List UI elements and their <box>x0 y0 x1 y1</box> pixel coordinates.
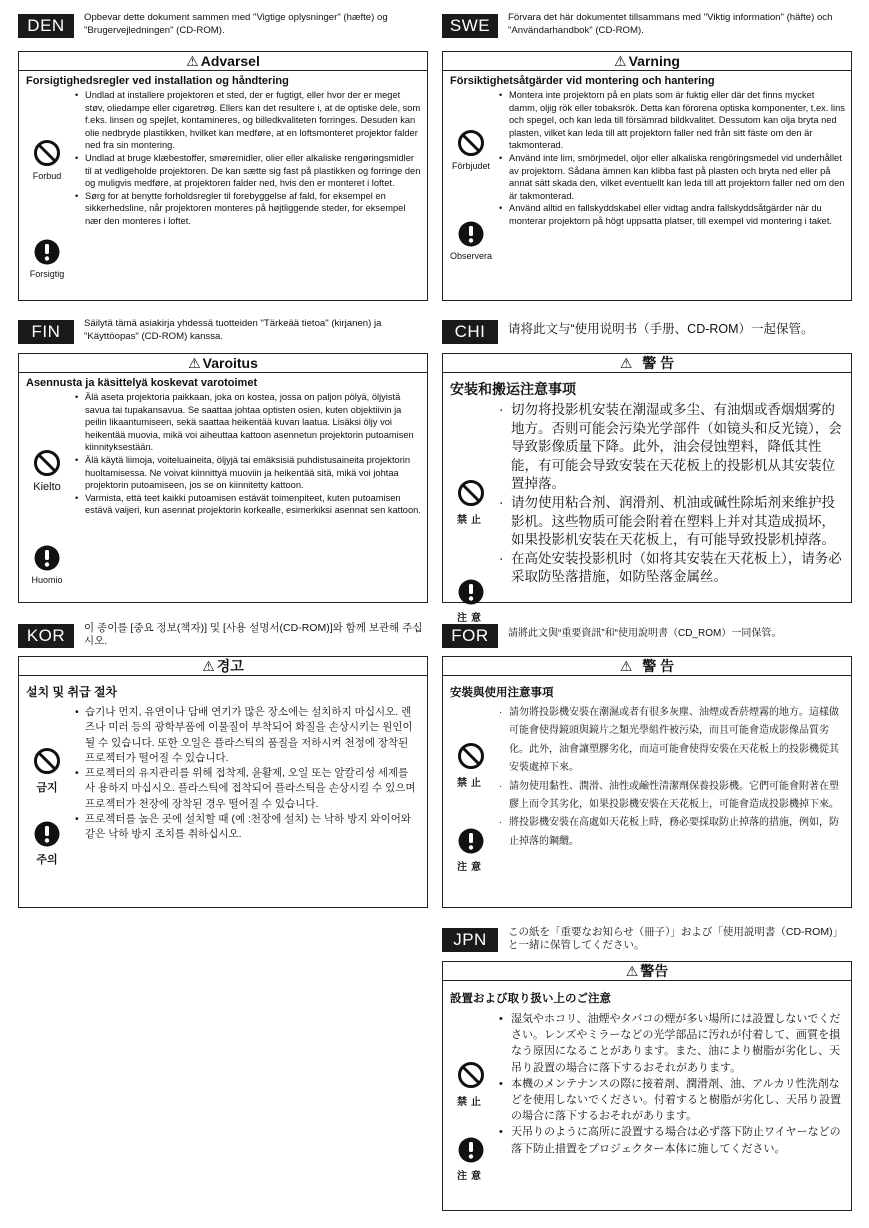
language-header <box>18 14 428 44</box>
language-badge: SWE <box>442 14 498 38</box>
list-item: • Montera inte projektorn på en plats som är fuktig eller där det finns mycket damm, oljig rök eller tobaksrök. Detta kan förorena optiska komponenter, t.ex. lins och spegel, och kan leda till försämrad bildkvalitet. Dessutom kan olja bryta ned plasten, vilket kan leda till att projektorn faller ned från sitt fäste om den är takmonterad. <box>499 89 845 152</box>
list-item: • Varmista, että teet kaikki putoamisen estävät toimenpiteet, kuten putoamisen estävä vaijeri, kun asennat projektorin korkealle, esimerkiksi asennat sen kattoon. <box>75 492 421 517</box>
precautions-subtitle: Asennusta ja käsittelyä koskevat varotoimet <box>26 377 258 389</box>
section-den <box>18 14 428 44</box>
prohibition-label: Forbud <box>32 171 62 181</box>
precautions-list <box>499 704 845 851</box>
exclamation-icon <box>458 828 484 854</box>
section-chi <box>442 320 852 350</box>
section-swe <box>442 14 852 44</box>
warning-triangle-icon: ⚠ <box>619 355 633 371</box>
section-for <box>442 624 852 654</box>
warning-triangle-icon: ⚠ <box>202 658 215 674</box>
precautions-subtitle: Försiktighetsåtgärder vid montering och hantering <box>450 75 715 87</box>
warning-triangle-icon: ⚠ <box>188 355 201 371</box>
warning-box-fin <box>18 353 428 603</box>
caution-block <box>19 821 75 867</box>
warning-box-chi <box>442 353 852 624</box>
list-item: · 將投影機安裝在高處如天花板上時，務必要採取防止掉落的措施，例如，防止掉落的鋼纜。 <box>499 814 845 851</box>
language-badge: FIN <box>18 320 74 344</box>
prohibition-icon <box>457 1061 485 1089</box>
list-item: • Älä käytä liimoja, voiteluaineita, öljyjä tai emäksisiä puhdistusaineita projektorin huoltamisessa. Ne voivat kiinnittyä muoviin ja heikentää sitä, mikä voi johtaa projektorin putoamiseen, jos se on kiinnitetty kattoon. <box>75 454 421 492</box>
list-item: · 切勿将投影机安装在潮湿或多尘、有油烟或香烟烟雾的地方。否则可能会污染光学部件（如镜头和反光镜），会导致影像质量下降。此外，油会侵蚀塑料，降低其性能，有可能会导致安装在天花板上的投影机从其安装位置掉落。 <box>499 401 845 494</box>
precautions-list <box>75 705 421 843</box>
warning-triangle-icon: ⚠ <box>614 53 627 69</box>
list-item: • 프로젝터의 유지관리를 위해 접착제, 윤활제, 오일 또는 알칼리성 세제를 사 용하지 마십시오. 플라스틱에 접착되어 플라스틱을 손상시킬 수 있으며 프로젝터가 천장에 장착된 경우 떨어질 수 있습니다. <box>75 766 421 812</box>
storage-note: Opbevar dette dokument sammen med "Vigtige oplysninger" (hæfte) og "Brugervejledningen" (CD-ROM). <box>84 12 388 36</box>
prohibition-icon <box>33 139 61 167</box>
storage-note: 이 종이를 [중요 정보(책자)] 및 [사용 설명서(CD-ROM)]와 함께 보관해 주십시오. <box>84 622 423 647</box>
warning-title: ⚠ 警告 <box>443 962 851 981</box>
prohibition-label: 禁止 <box>457 778 485 789</box>
prohibition-block <box>19 139 75 181</box>
storage-note: Förvara det här dokumentet tillsammans med "Viktig information" (häfte) och "Användarhandbok" (CD-ROM). <box>508 12 833 36</box>
warning-box-for <box>442 656 852 908</box>
prohibition-block <box>443 479 499 526</box>
precautions-list <box>499 401 845 587</box>
prohibition-label: Förbjudet <box>451 161 491 171</box>
precautions-list <box>75 89 421 228</box>
storage-note: この紙を「重要なお知らせ（冊子）」および「使用説明書（CD-ROM)」と一緒に保管してください。 <box>508 926 844 951</box>
caution-block <box>19 239 75 279</box>
language-badge: JPN <box>442 928 498 952</box>
list-item: • 습기나 먼지, 유연이나 담배 연기가 많은 장소에는 설치하지 마십시오. 렌즈나 미러 등의 광학부품에 이물질이 부착되어 화질을 손상시키는 원인이 될 수 있습니다. 또한 오일은 플라스틱의 품질을 저하시켜 천정에 장착된 프로젝터가 떨어질 수 있습니다. <box>75 705 421 766</box>
caution-label: Huomio <box>31 575 63 585</box>
list-item: · 請勿使用黏性、潤滑、油性或鹼性清潔劑保養投影機。它們可能會附著在塑膠上而令其劣化，如果投影機安裝在天花板上，可能會造成投影機掉下來。 <box>499 778 845 815</box>
caution-block <box>443 221 499 261</box>
warning-box-kor <box>18 656 428 908</box>
list-item: • Undlad at bruge klæbestoffer, smøremidler, olier eller alkaliske rengøringsmidler til at vedligeholde projektoren. De kan sætte sig fast på plastikken og forringe den og muligvis medføre, at projektoren falder ned, hvis den er monteret i loftet. <box>75 152 421 190</box>
list-item: • Undlad at installere projektoren et sted, der er fugtigt, eller hvor der er meget støv, oliedampe eller cigaretrøg. Ellers kan det resultere i, at de optiske dele, som f.eks. linsen og spejlet, kontamineres, og billedkvaliteten forringes. Desuden kan olie nedbryde plastikken, hvilket kan medføre, at en loftsmonteret projektor falder ned fra sin montering. <box>75 89 421 152</box>
precautions-subtitle: 設置および取り扱い上のご注意 <box>450 993 611 1005</box>
language-badge: CHI <box>442 320 498 344</box>
section-fin <box>18 320 428 350</box>
exclamation-icon <box>458 1137 484 1163</box>
language-badge: FOR <box>442 624 498 648</box>
language-header <box>18 320 428 350</box>
storage-note: 請將此文與“重要資訊”和“使用說明書（CD_ROM）一同保管。 <box>508 628 782 639</box>
caution-block <box>19 545 75 585</box>
list-item: • 프로젝터를 높은 곳에 설치할 때 (예 :천장에 설치) 는 낙하 방지 와이어와 같은 낙하 방지 조치를 취하십시오. <box>75 812 421 843</box>
precautions-subtitle: 설치 및 취급 절차 <box>26 685 118 699</box>
warning-title: ⚠ Varning <box>443 52 851 71</box>
list-item: · 请勿使用粘合剂、润滑剂、机油或碱性除垢剂来维护投影机。这些物质可能会附着在塑料上并对其造成损坏，如果投影机安装在天花板上，有可能导致投影机掉落。 <box>499 494 845 550</box>
warning-box-den <box>18 51 428 301</box>
language-header <box>442 14 852 44</box>
storage-note: 请将此文与“使用说明书（手册、CD-ROM）一起保管。 <box>508 322 814 336</box>
warning-box-jpn <box>442 961 852 1211</box>
language-header <box>442 928 852 958</box>
list-item: • Älä aseta projektoria paikkaan, joka on kostea, jossa on paljon pölyä, öljyistä savua tai tupakansavua. Se saattaa johtaa optisten osien, kuten objektiivin ja peilin likaantumiseen, sekä saattaa heikentää kuvan laatua. Lisäksi öljy voi heikentää muovia, mikä voi aiheuttaa kattoon asennetun projektorin putoamisen kiinnityksestään. <box>75 391 421 454</box>
prohibition-icon <box>33 747 61 775</box>
language-header <box>442 320 852 350</box>
warning-triangle-icon: ⚠ <box>619 658 633 674</box>
prohibition-label: 禁止 <box>457 515 485 526</box>
language-header <box>442 624 852 654</box>
language-header <box>18 624 428 654</box>
caution-label: 주의 <box>36 854 58 866</box>
warning-title: ⚠ Varoitus <box>19 354 427 373</box>
section-kor <box>18 624 428 654</box>
caution-label: Forsigtig <box>29 269 65 279</box>
list-item: • Använd alltid en fallskyddskabel eller vidtag andra fallskyddsåtgärder när du monterar projektorn på högt uppsatta platser, till exempel vid montering i taket. <box>499 202 845 227</box>
exclamation-icon <box>34 239 60 265</box>
list-item: · 請勿將投影機安裝在潮濕或者有很多灰塵、油煙或香菸煙霧的地方。這樣做可能會使得鏡頭與鏡片之類光學組件被污染，而且可能會造成影像品質劣化。此外，油會讓塑膠劣化，而這可能會使得安裝在天花板上的投影機從其安裝處掉下來。 <box>499 704 845 778</box>
warning-title: ⚠ Advarsel <box>19 52 427 71</box>
precautions-list <box>499 1011 845 1157</box>
prohibition-icon <box>457 129 485 157</box>
prohibition-label: 禁止 <box>457 1097 485 1108</box>
list-item: • Använd inte lim, smörjmedel, oljor eller alkaliska rengöringsmedel vid underhållet av projektorn. Sådana ämnen kan klibba fast på plasten och bryta ned eller på annat sätt skada den, vilket eventuellt kan leda till att projektorn faller ned om den är takmonterad. <box>499 152 845 202</box>
prohibition-icon <box>33 449 61 477</box>
warning-title: ⚠ 警 告 <box>443 657 851 676</box>
language-badge: KOR <box>18 624 74 648</box>
storage-note: Säilytä tämä asiakirja yhdessä tuotteiden "Tärkeää tietoa" (kirjanen) ja "Käyttöopas" (CD-ROM) kanssa. <box>84 318 382 342</box>
warning-title: ⚠ 警 告 <box>443 354 851 373</box>
caution-label: 注意 <box>457 613 485 624</box>
caution-label: 注意 <box>457 1171 485 1182</box>
warning-triangle-icon: ⚠ <box>625 963 639 979</box>
list-item: · 在高处安装投影机时（如将其安装在天花板上），请务必采取防坠落措施，如防坠落金属丝。 <box>499 550 845 587</box>
caution-block <box>443 579 499 624</box>
prohibition-label: 금지 <box>36 782 58 794</box>
prohibition-block <box>19 747 75 795</box>
list-item: • 湿気やホコリ、油煙やタバコの煙が多い場所には設置しないでください。レンズやミラーなどの光学部品に汚れが付着して、画質を損なう原因になることがあります。また、油により樹脂が劣化し、天吊り設置の場合に落下するおそれがあります。 <box>499 1011 845 1076</box>
warning-triangle-icon: ⚠ <box>186 53 199 69</box>
caution-block <box>443 1137 499 1182</box>
prohibition-block <box>443 129 499 171</box>
exclamation-icon <box>34 545 60 571</box>
precautions-list <box>75 391 421 517</box>
precautions-subtitle: 安装和搬运注意事项 <box>450 381 576 397</box>
warning-box-swe <box>442 51 852 301</box>
precautions-subtitle: Forsigtighedsregler ved installation og håndtering <box>26 75 289 87</box>
precautions-subtitle: 安裝與使用注意事項 <box>450 687 554 699</box>
exclamation-icon <box>458 221 484 247</box>
prohibition-label: Kielto <box>33 481 61 493</box>
exclamation-icon <box>34 821 60 847</box>
prohibition-block <box>443 742 499 789</box>
list-item: • 本機のメンテナンスの際に接着剤、潤滑剤、油、アルカリ性洗剤などを使用しないでください。付着すると樹脂が劣化し、天吊り設置の場合に落下するおそれがあります。 <box>499 1076 845 1125</box>
precautions-list <box>499 89 845 228</box>
list-item: • Sørg for at benytte forholdsregler til forebyggelse af fald, for eksempel en sikkerhedsline, når projektoren monteres på højtliggende steder, for eksempel nær den monteres i loftet. <box>75 190 421 228</box>
prohibition-icon <box>457 742 485 770</box>
caution-label: Observera <box>449 251 493 261</box>
language-badge: DEN <box>18 14 74 38</box>
section-jpn <box>442 928 852 958</box>
caution-label: 注意 <box>457 862 485 873</box>
prohibition-icon <box>457 479 485 507</box>
exclamation-icon <box>458 579 484 605</box>
list-item: • 天吊りのように高所に設置する場合は必ず落下防止ワイヤーなどの落下防止措置をプロジェクター本体に施してください。 <box>499 1124 845 1156</box>
prohibition-block <box>443 1061 499 1108</box>
warning-title: ⚠ 경고 <box>19 657 427 676</box>
caution-block <box>443 828 499 873</box>
prohibition-block <box>19 449 75 493</box>
